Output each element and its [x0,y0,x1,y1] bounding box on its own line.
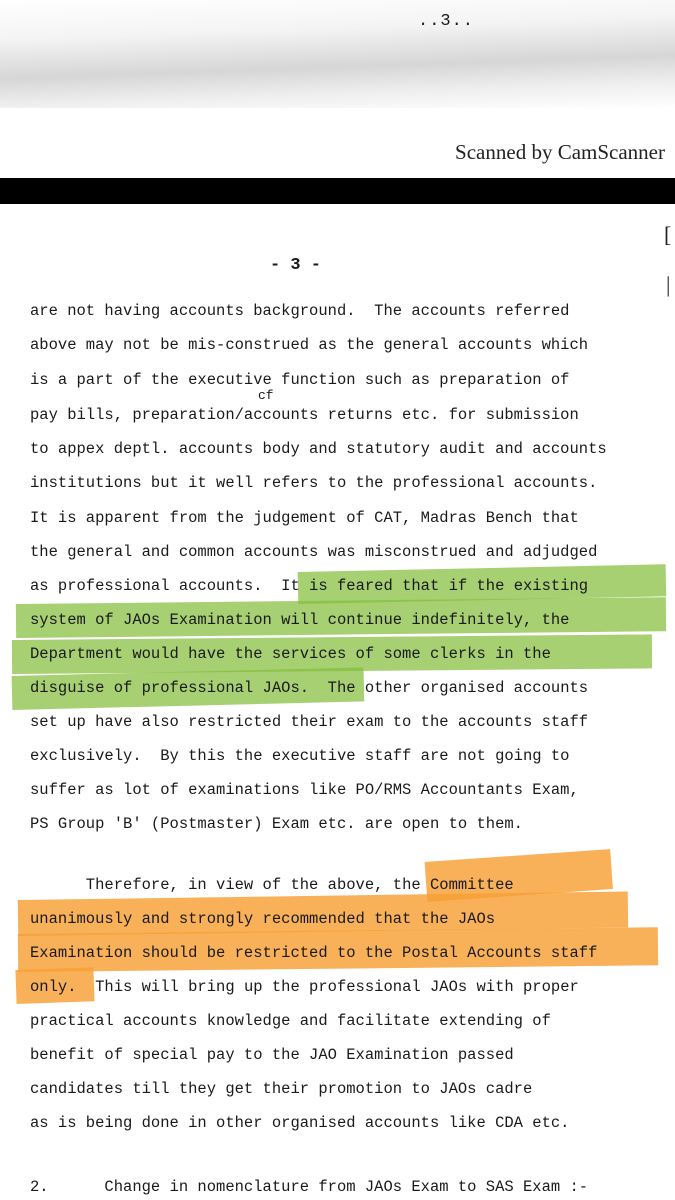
text-line: set up have also restricted their exam to the accounts staff [30,713,589,731]
text-line [30,577,588,595]
highlighted-text-line: unanimously and strongly recommended that the JAOs [30,910,496,928]
highlighted-text: only. [30,978,77,996]
edge-scan-mark: | [666,272,671,297]
numbered-item-heading: 2. Change in nomenclature from JAOs Exam to SAS Exam :- [30,1178,589,1196]
text-segment: This will bring up the professional JAOs with proper [76,978,579,996]
text-line: institutions but it well refers to the professional accounts. [30,474,598,492]
text-line [30,978,579,996]
text-line: as is being done in other organised accounts like CDA etc. [30,1114,570,1132]
text-segment: The other organised accounts [309,679,589,697]
text-line: above may not be mis-construed as the general accounts which [30,336,589,354]
text-segment: as professional accounts. [30,577,282,595]
text-line: are not having accounts background. The accounts referred [30,302,570,320]
page-divider-bar [0,178,675,204]
text-line: pay bills, preparation/accounts returns etc. for submission [30,406,579,424]
scanner-credit: Scanned by CamScanner [455,140,665,164]
page-number: - 3 - [270,256,322,275]
text-line: suffer as lot of examinations like PO/RMS Accountants Exam, [30,781,579,799]
text-line: is a part of the executive function such as preparation of [30,371,570,389]
previous-page-number: ..3.. [418,12,475,31]
text-line [30,876,514,894]
highlighted-text-line: Department would have the services of some clerks in the [30,645,551,663]
highlighted-text-line: Examination should be restricted to the Postal Accounts staff [30,944,598,962]
handwritten-insertion: cf [258,388,274,403]
text-line: practical accounts knowledge and facilitate extending of [30,1012,551,1030]
text-segment: Therefore, in view of the above, [30,876,393,894]
highlighted-text: It is feared that if the existing [281,577,589,595]
text-line: benefit of special pay to the JAO Examination passed [30,1046,514,1064]
highlighted-text: disguise of professional JAOs. [30,679,310,697]
text-line: It is apparent from the judgement of CAT, Madras Bench that [30,509,579,527]
text-line: exclusively. By this the executive staff are not going to [30,747,570,765]
edge-scan-mark: [ [664,222,672,247]
text-line: candidates till they get their promotion to JAOs cadre [30,1080,533,1098]
highlighted-text: the Committee [392,876,514,894]
text-line: PS Group 'B' (Postmaster) Exam etc. are open to them. [30,815,523,833]
previous-page-scan-edge [0,0,675,108]
highlighted-text-line: system of JAOs Examination will continue indefinitely, the [30,611,570,629]
text-line [30,679,588,697]
text-line: the general and common accounts was misconstrued and adjudged [30,543,598,561]
text-line: to appex deptl. accounts body and statutory audit and accounts [30,440,607,458]
